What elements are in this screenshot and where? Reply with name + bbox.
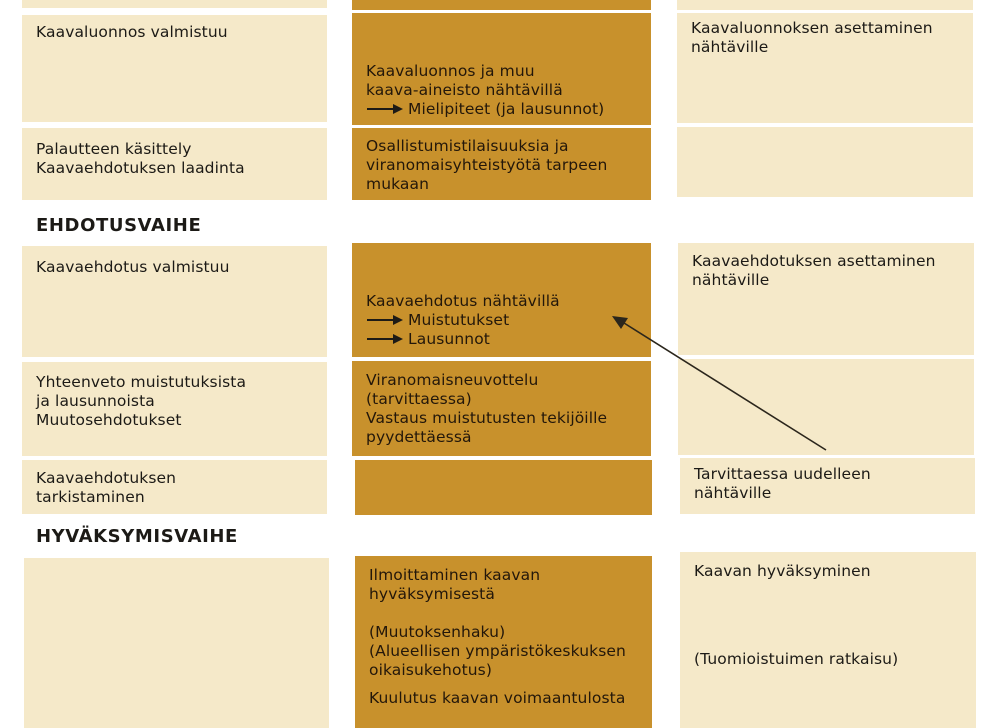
cell-line: nähtäville (691, 38, 769, 56)
cell-line: Osallistumistilaisuuksia ja (366, 137, 569, 155)
hyvaksymisvaihe-heading: HYVÄKSYMISVAIHE (36, 526, 238, 547)
cell-line: nähtäville (692, 271, 770, 289)
cell-line: ja lausunnoista (36, 392, 155, 410)
cell-line: Muutosehdotukset (36, 411, 182, 429)
cell-line: (Alueellisen ympäristökeskuksen (369, 642, 626, 660)
ehdotus-right-middle-empty (678, 359, 974, 455)
arrow-line-text: Muistutukset (408, 311, 510, 329)
ehdotus-left-valmistuu (22, 246, 327, 357)
hyvaksyminen-left-empty (24, 558, 329, 728)
cell-line: Kaavan hyväksyminen (694, 562, 871, 580)
ehdotus-mid-empty (355, 460, 652, 515)
right-arrow-icon (366, 104, 404, 114)
cell-line: Tarvittaessa uudelleen (694, 465, 871, 483)
arrow-line (366, 330, 637, 349)
cell-line: Kaavaehdotuksen asettaminen (692, 252, 936, 270)
cell-line: mukaan (366, 175, 430, 193)
hyvaksyminen-mid (355, 556, 652, 728)
cell-line: Viranomaisneuvottelu (366, 371, 539, 389)
ehdotus-right-uudelleen (680, 458, 975, 514)
cell-line: Kaavaluonnoksen asettaminen (691, 19, 933, 37)
cell-line: Kaavaluonnos valmistuu (36, 23, 228, 41)
ehdotus-right-asettaminen (678, 243, 974, 355)
luonnos-left-valmistuu (22, 15, 327, 122)
prev-right-cell (677, 0, 973, 10)
cell-line: Palautteen käsittely (36, 140, 192, 158)
prev-mid-cell (352, 0, 651, 10)
ehdotus-mid-neuvottelu (352, 361, 651, 456)
right-arrow-icon (366, 334, 404, 344)
cell-line: Kaavaehdotuksen laadinta (36, 159, 245, 177)
spacer (369, 604, 638, 623)
ehdotusvaihe-heading: EHDOTUSVAIHE (36, 215, 202, 236)
cell-line: nähtäville (694, 484, 772, 502)
cell-line: Vastaus muistutusten tekijöille (366, 409, 608, 427)
cell-line: Kaavaehdotuksen (36, 469, 177, 487)
ehdotus-left-yhteenveto (22, 362, 327, 456)
arrow-line (366, 100, 637, 119)
cell-line: kaava-aineisto nähtävillä (366, 81, 563, 99)
cell-line: Kaavaluonnos ja muu (366, 62, 535, 80)
cell-line: (Tuomioistuimen ratkaisu) (694, 650, 899, 668)
luonnos-left-palaute (22, 128, 327, 200)
cell-line: Kaavaehdotus valmistuu (36, 258, 230, 276)
arrow-line-text: Lausunnot (408, 330, 490, 348)
ehdotus-left-tarkistaminen (22, 460, 327, 514)
cell-line: (tarvittaessa) (366, 390, 472, 408)
cell-line: Kaavaehdotus nähtävillä (366, 292, 560, 310)
cell-line: Ilmoittaminen kaavan (369, 566, 541, 584)
cell-line: viranomaisyhteistyötä tarpeen (366, 156, 608, 174)
arrow-line-text: Mielipiteet (ja lausunnot) (408, 100, 605, 118)
arrow-line (366, 311, 637, 330)
cell-line: tarkistaminen (36, 488, 145, 506)
cell-line: pyydettäessä (366, 428, 472, 446)
luonnos-right-asettaminen (677, 13, 973, 123)
cell-line: (Muutoksenhaku) (369, 623, 506, 641)
cell-line: hyväksymisestä (369, 585, 495, 603)
ehdotus-mid-nahtavilla (352, 243, 651, 357)
luonnos-mid-nahtavilla (352, 13, 651, 125)
cell-line: Yhteenveto muistutuksista (36, 373, 247, 391)
luonnos-right-empty (677, 127, 973, 197)
hyvaksyminen-right (680, 552, 976, 728)
right-arrow-icon (366, 315, 404, 325)
luonnos-mid-osallistuminen (352, 128, 651, 200)
cell-line: oikaisukehotus) (369, 661, 492, 679)
prev-left-cell (22, 0, 327, 8)
cell-line: Kuulutus kaavan voimaantulosta (369, 689, 626, 707)
